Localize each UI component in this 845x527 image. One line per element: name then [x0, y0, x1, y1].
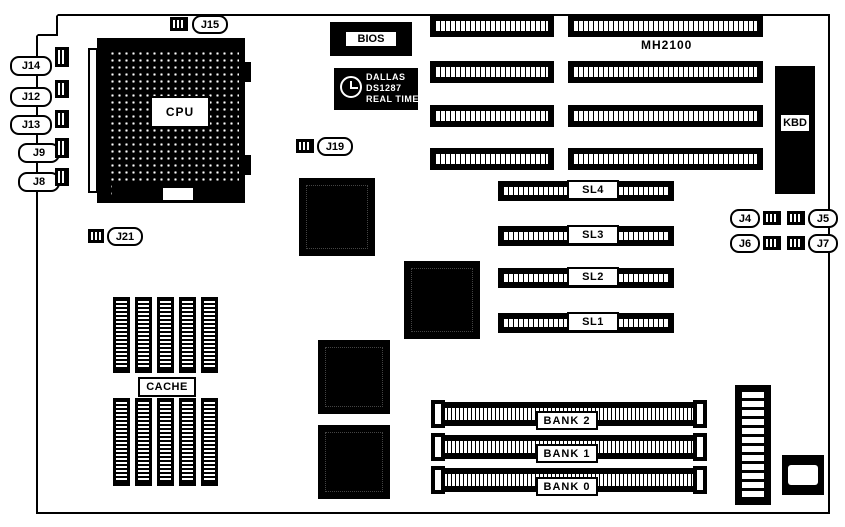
jumper-j14-label: J14 [21, 60, 41, 72]
slot-sl2-label: SL2 [582, 270, 604, 283]
expansion-slot-1b [568, 15, 763, 37]
io-connector [782, 455, 824, 495]
bios-chip-label-box [344, 30, 398, 48]
jumper-j19-pins[interactable] [296, 139, 314, 153]
cache-socket-4 [179, 297, 196, 373]
slot-sl4-label-box [567, 180, 619, 200]
slot-sl1-label: SL1 [582, 315, 604, 328]
jumper-j7-label: J7 [816, 237, 830, 250]
jumper-j4-label: J4 [738, 212, 752, 225]
bios-label: BIOS [357, 33, 385, 45]
chipset-ic-1 [299, 178, 375, 256]
simm-clip-right-bank1 [693, 433, 707, 461]
jumper-j13-pins[interactable] [55, 110, 69, 128]
jumper-j21[interactable] [107, 227, 143, 246]
jumper-j19[interactable] [317, 137, 353, 156]
simm-clip-left-bank1 [431, 433, 445, 461]
jumper-j14-pins[interactable] [55, 47, 69, 67]
jumper-j8-pins[interactable] [55, 168, 69, 186]
cpu-label: CPU [165, 105, 195, 119]
board-corner-notch [36, 14, 58, 36]
keyboard-label: KBD [783, 117, 807, 129]
jumper-j8[interactable] [18, 172, 60, 192]
chipset-ic-3 [318, 340, 390, 414]
cache-label: CACHE [146, 381, 188, 393]
chipset-ic-2 [404, 261, 480, 339]
dallas-line3: REAL TIME [366, 94, 419, 104]
bank0-label: BANK 0 [543, 480, 591, 493]
expansion-slot-2b [568, 61, 763, 83]
jumper-j9-label: J9 [32, 147, 46, 159]
cache-label-box [138, 377, 196, 397]
jumper-j8-label: J8 [32, 176, 46, 188]
amp-label: AMP [198, 188, 230, 203]
jumper-j6-pins[interactable] [763, 236, 781, 250]
amp-connector-key [163, 188, 193, 200]
jumper-j21-pins[interactable] [88, 229, 104, 243]
expansion-slot-3b [568, 105, 763, 127]
cache-socket-7 [135, 398, 152, 486]
expansion-slot-3a [430, 105, 554, 127]
jumper-j5[interactable] [808, 209, 838, 228]
dallas-rtc-text [366, 72, 419, 105]
jumper-j15-label: J15 [200, 18, 220, 31]
expansion-slot-2a [430, 61, 554, 83]
slot-sl3-label-box [567, 225, 619, 245]
jumper-j4[interactable] [730, 209, 760, 228]
jumper-j21-label: J21 [115, 230, 135, 243]
cpu-socket-tab-bottom [243, 155, 251, 175]
expansion-slot-1a [430, 15, 554, 37]
jumper-j15[interactable] [192, 15, 228, 34]
cache-socket-2 [135, 297, 152, 373]
jumper-j7-pins[interactable] [787, 236, 805, 250]
simm-clip-right-bank2 [693, 400, 707, 428]
cache-socket-8 [157, 398, 174, 486]
cpu-label-box [150, 96, 210, 128]
cache-socket-5 [201, 297, 218, 373]
slot-sl1-label-box [567, 312, 619, 332]
cache-socket-9 [179, 398, 196, 486]
dallas-line1: DALLAS [366, 72, 406, 82]
cpu-zif-lever[interactable] [88, 48, 98, 193]
jumper-j7[interactable] [808, 234, 838, 253]
cache-socket-6 [113, 398, 130, 486]
power-connector [735, 385, 771, 505]
board-model-label: MH2100 [641, 38, 693, 52]
bank2-label: BANK 2 [543, 414, 591, 427]
simm-clip-left-bank0 [431, 466, 445, 494]
jumper-j12-label: J12 [21, 91, 41, 103]
simm-clip-right-bank0 [693, 466, 707, 494]
keyboard-connector-label-box [779, 113, 811, 133]
clock-icon [340, 76, 362, 98]
jumper-j4-pins[interactable] [763, 211, 781, 225]
jumper-j19-label: J19 [325, 140, 345, 153]
expansion-slot-4b [568, 148, 763, 170]
jumper-j15-pins[interactable] [170, 17, 188, 31]
jumper-j12[interactable] [10, 87, 52, 107]
jumper-j6[interactable] [730, 234, 760, 253]
jumper-j9[interactable] [18, 143, 60, 163]
slot-sl3-label: SL3 [582, 228, 604, 241]
jumper-j5-label: J5 [816, 212, 830, 225]
jumper-j9-pins[interactable] [55, 138, 69, 158]
cpu-socket-tab-top [243, 62, 251, 82]
jumper-j13[interactable] [10, 115, 52, 135]
bank0-label-box [536, 477, 598, 496]
cache-socket-1 [113, 297, 130, 373]
jumper-j6-label: J6 [738, 237, 752, 250]
jumper-j13-label: J13 [21, 119, 41, 131]
jumper-j5-pins[interactable] [787, 211, 805, 225]
bank2-label-box [536, 411, 598, 430]
jumper-j12-pins[interactable] [55, 80, 69, 98]
simm-clip-left-bank2 [431, 400, 445, 428]
chipset-ic-4 [318, 425, 390, 499]
cache-socket-3 [157, 297, 174, 373]
bank1-label-box [536, 444, 598, 463]
expansion-slot-4a [430, 148, 554, 170]
jumper-j14[interactable] [10, 56, 52, 76]
slot-sl2-label-box [567, 267, 619, 287]
slot-sl4-label: SL4 [582, 183, 604, 196]
dallas-line2: DS1287 [366, 83, 402, 93]
cache-socket-10 [201, 398, 218, 486]
bank1-label: BANK 1 [543, 447, 591, 460]
